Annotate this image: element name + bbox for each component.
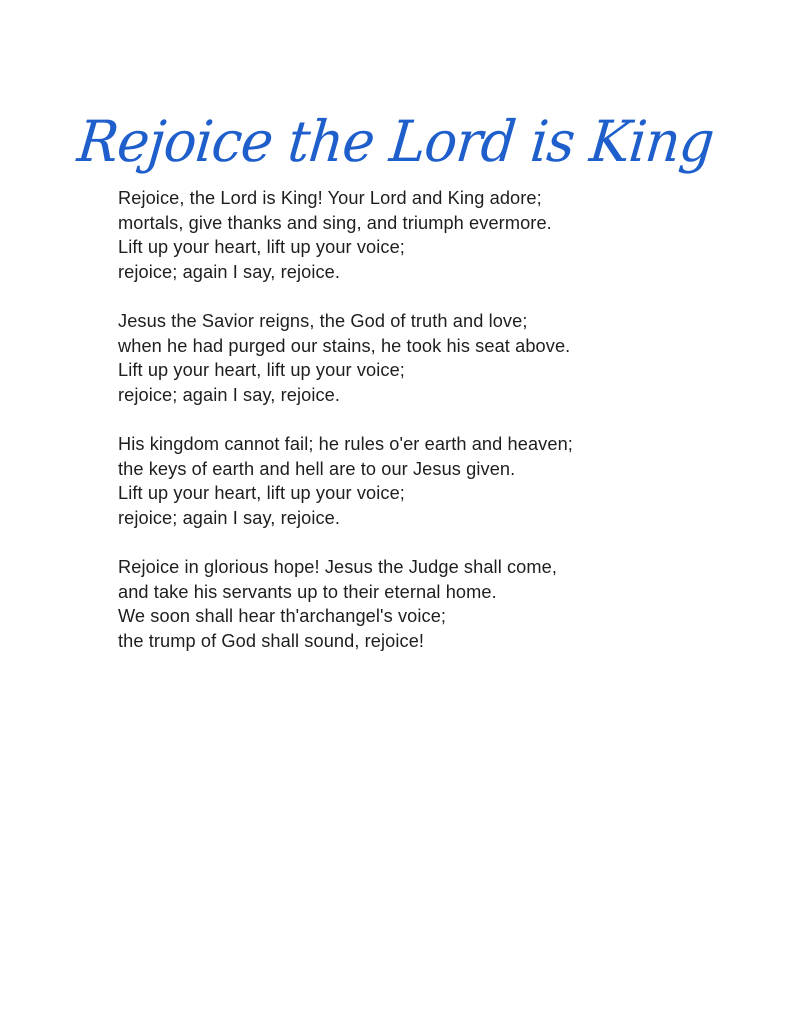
lyric-line: the keys of earth and hell are to our Jesus given.	[118, 458, 516, 479]
lyric-line: rejoice; again I say, rejoice.	[118, 261, 341, 282]
stanza-4	[118, 555, 718, 653]
lyric-line: rejoice; again I say, rejoice.	[118, 507, 341, 528]
stanza-3	[118, 432, 718, 530]
lyric-line: mortals, give thanks and sing, and triumph evermore.	[118, 212, 552, 233]
lyric-line: Rejoice, the Lord is King! Your Lord and King adore;	[118, 188, 542, 208]
lyric-line: rejoice; again I say, rejoice.	[118, 384, 341, 405]
stanza-1	[118, 186, 718, 284]
stanza-2	[118, 309, 718, 407]
lyric-line: His kingdom cannot fail; he rules o'er earth and heaven;	[118, 433, 573, 454]
lyric-line: We soon shall hear th'archangel's voice;	[118, 606, 447, 627]
hymn-title: Rejoice the Lord is King	[74, 108, 717, 175]
lyric-line: the trump of God shall sound, rejoice!	[118, 630, 425, 651]
lyric-line: Rejoice in glorious hope! Jesus the Judge shall come,	[118, 556, 558, 577]
lyric-line: Lift up your heart, lift up your voice;	[118, 237, 405, 258]
hymn-lyrics	[118, 186, 718, 678]
lyric-line: Lift up your heart, lift up your voice;	[118, 360, 405, 381]
lyric-line: Lift up your heart, lift up your voice;	[118, 483, 405, 504]
lyric-line: and take his servants up to their eternal home.	[118, 581, 497, 602]
lyric-line: Jesus the Savior reigns, the God of truth and love;	[118, 310, 528, 331]
lyric-line: when he had purged our stains, he took his seat above.	[118, 335, 571, 356]
